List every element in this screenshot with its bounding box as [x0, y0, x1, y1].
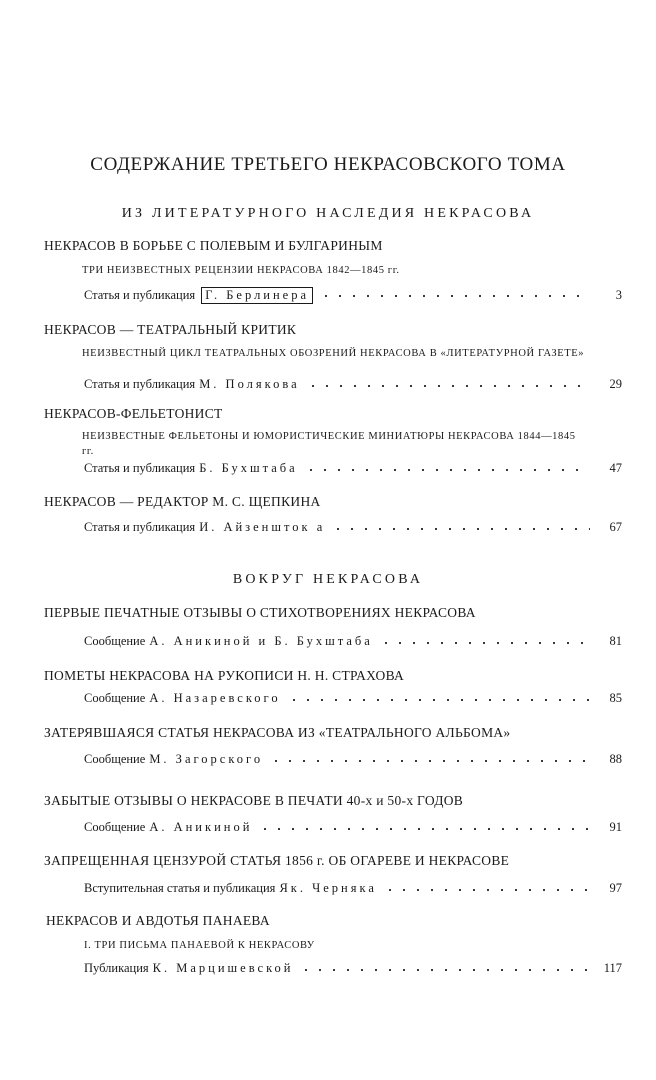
dot-leader	[331, 527, 590, 531]
entry-label: Статья и публикация	[84, 461, 196, 475]
entry-author: Б. Бухштаба	[199, 461, 298, 475]
entry-author: М. Полякова	[199, 377, 300, 391]
entry-label: Публикация	[84, 961, 149, 975]
entry-label: Сообщение	[84, 634, 146, 648]
toc-entry[interactable]	[84, 377, 622, 395]
dot-leader	[269, 759, 590, 763]
section-heading: ЗАБЫТЫЕ ОТЗЫВЫ О НЕКРАСОВЕ В ПЕЧАТИ 40-х и 50-х ГОДОВ	[44, 793, 464, 808]
section-heading: ПЕРВЫЕ ПЕЧАТНЫЕ ОТЗЫВЫ О СТИХОТВОРЕНИЯХ НЕКРАСОВА	[44, 605, 476, 620]
entry-label: Статья и публикация	[84, 288, 196, 302]
toc-entry[interactable]	[84, 961, 622, 979]
dot-leader	[258, 827, 590, 831]
entry-label: Сообщение	[84, 752, 146, 766]
dot-leader	[383, 888, 590, 892]
page-number: 97	[609, 881, 622, 895]
page-number: 81	[609, 634, 622, 648]
dot-leader	[306, 384, 590, 388]
entry-author: К. Марцишевской	[152, 961, 294, 975]
toc-entry[interactable]	[84, 820, 622, 838]
section-heading: ПОМЕТЫ НЕКРАСОВА НА РУКОПИСИ Н. Н. СТРАХОВА	[44, 668, 405, 683]
section-subtitle: ТРИ НЕИЗВЕСТНЫХ РЕЦЕНЗИИ НЕКРАСОВА 1842—1845 гг.	[82, 265, 400, 276]
page-number: 91	[609, 820, 622, 834]
toc-entry[interactable]	[84, 520, 622, 538]
toc-entry[interactable]	[84, 881, 622, 899]
page-number: 117	[603, 961, 622, 975]
section-heading: НЕКРАСОВ И АВДОТЬЯ ПАНАЕВА	[46, 913, 270, 928]
section-subtitle: НЕИЗВЕСТНЫЙ ЦИКЛ ТЕАТРАЛЬНЫХ ОБОЗРЕНИЙ НЕКРАСОВА В «ЛИТЕРАТУРНОЙ ГАЗЕТЕ»	[82, 348, 585, 359]
page-number: 67	[609, 520, 622, 534]
part-title-around-nekrasov: ВОКРУГ НЕКРАСОВА	[232, 572, 424, 587]
section-heading: ЗАТЕРЯВШАЯСЯ СТАТЬЯ НЕКРАСОВА ИЗ «ТЕАТРАЛЬНОГО АЛЬБОМА»	[44, 725, 511, 740]
section-heading: НЕКРАСОВ В БОРЬБЕ С ПОЛЕВЫМ И БУЛГАРИНЫМ	[44, 238, 383, 253]
dot-leader	[379, 641, 590, 645]
section-subtitle: НЕИЗВЕСТНЫЕ ФЕЛЬЕТОНЫ И ЮМОРИСТИЧЕСКИЕ МИНИАТЮРЫ НЕКРАСОВА 1844—1845 гг.	[82, 431, 576, 457]
entry-label: Сообщение	[84, 691, 146, 705]
entry-author: А. Назаревского	[149, 691, 281, 705]
entry-author: И. Айзеншток а	[199, 520, 326, 534]
entry-label: Статья и публикация	[84, 520, 196, 534]
part-title-literary-heritage: ИЗ ЛИТЕРАТУРНОГО НАСЛЕДИЯ НЕКРАСОВА	[121, 206, 535, 221]
entry-author: Г. Берлинера	[201, 287, 313, 304]
dot-leader	[299, 968, 590, 972]
entry-author: А. Аникиной и Б. Бухштаба	[149, 634, 373, 648]
section-heading: ЗАПРЕЩЕННАЯ ЦЕНЗУРОЙ СТАТЬЯ 1856 г. ОБ ОГАРЕВЕ И НЕКРАСОВЕ	[44, 853, 510, 868]
dot-leader	[319, 294, 590, 298]
page-title: СОДЕРЖАНИЕ ТРЕТЬЕГО НЕКРАСОВСКОГО ТОМА	[90, 154, 566, 175]
entry-author: Як. Черняка	[279, 881, 377, 895]
page-number: 85	[609, 691, 622, 705]
entry-label: Вступительная статья и публикация	[84, 881, 276, 895]
section-heading: НЕКРАСОВ-ФЕЛЬЕТОНИСТ	[44, 406, 223, 421]
entry-author: А. Аникиной	[149, 820, 253, 834]
toc-entry[interactable]	[84, 634, 622, 652]
entry-author: М. Загорского	[149, 752, 264, 766]
section-heading: НЕКРАСОВ — РЕДАКТОР М. С. ЩЕПКИНА	[44, 494, 321, 509]
page-number: 88	[609, 752, 622, 766]
entry-label: Статья и публикация	[84, 377, 196, 391]
page-number: 3	[615, 288, 622, 302]
section-subtitle: I. ТРИ ПИСЬМА ПАНАЕВОЙ К НЕКРАСОВУ	[84, 940, 315, 951]
entry-label: Сообщение	[84, 820, 146, 834]
toc-entry[interactable]	[84, 461, 622, 479]
dot-leader	[287, 698, 590, 702]
dot-leader	[304, 468, 590, 472]
toc-entry[interactable]	[84, 287, 622, 305]
section-heading: НЕКРАСОВ — ТЕАТРАЛЬНЫЙ КРИТИК	[44, 322, 297, 337]
toc-entry[interactable]	[84, 752, 622, 770]
page-number: 47	[609, 461, 622, 475]
toc-entry[interactable]	[84, 691, 622, 709]
page-number: 29	[609, 377, 622, 391]
